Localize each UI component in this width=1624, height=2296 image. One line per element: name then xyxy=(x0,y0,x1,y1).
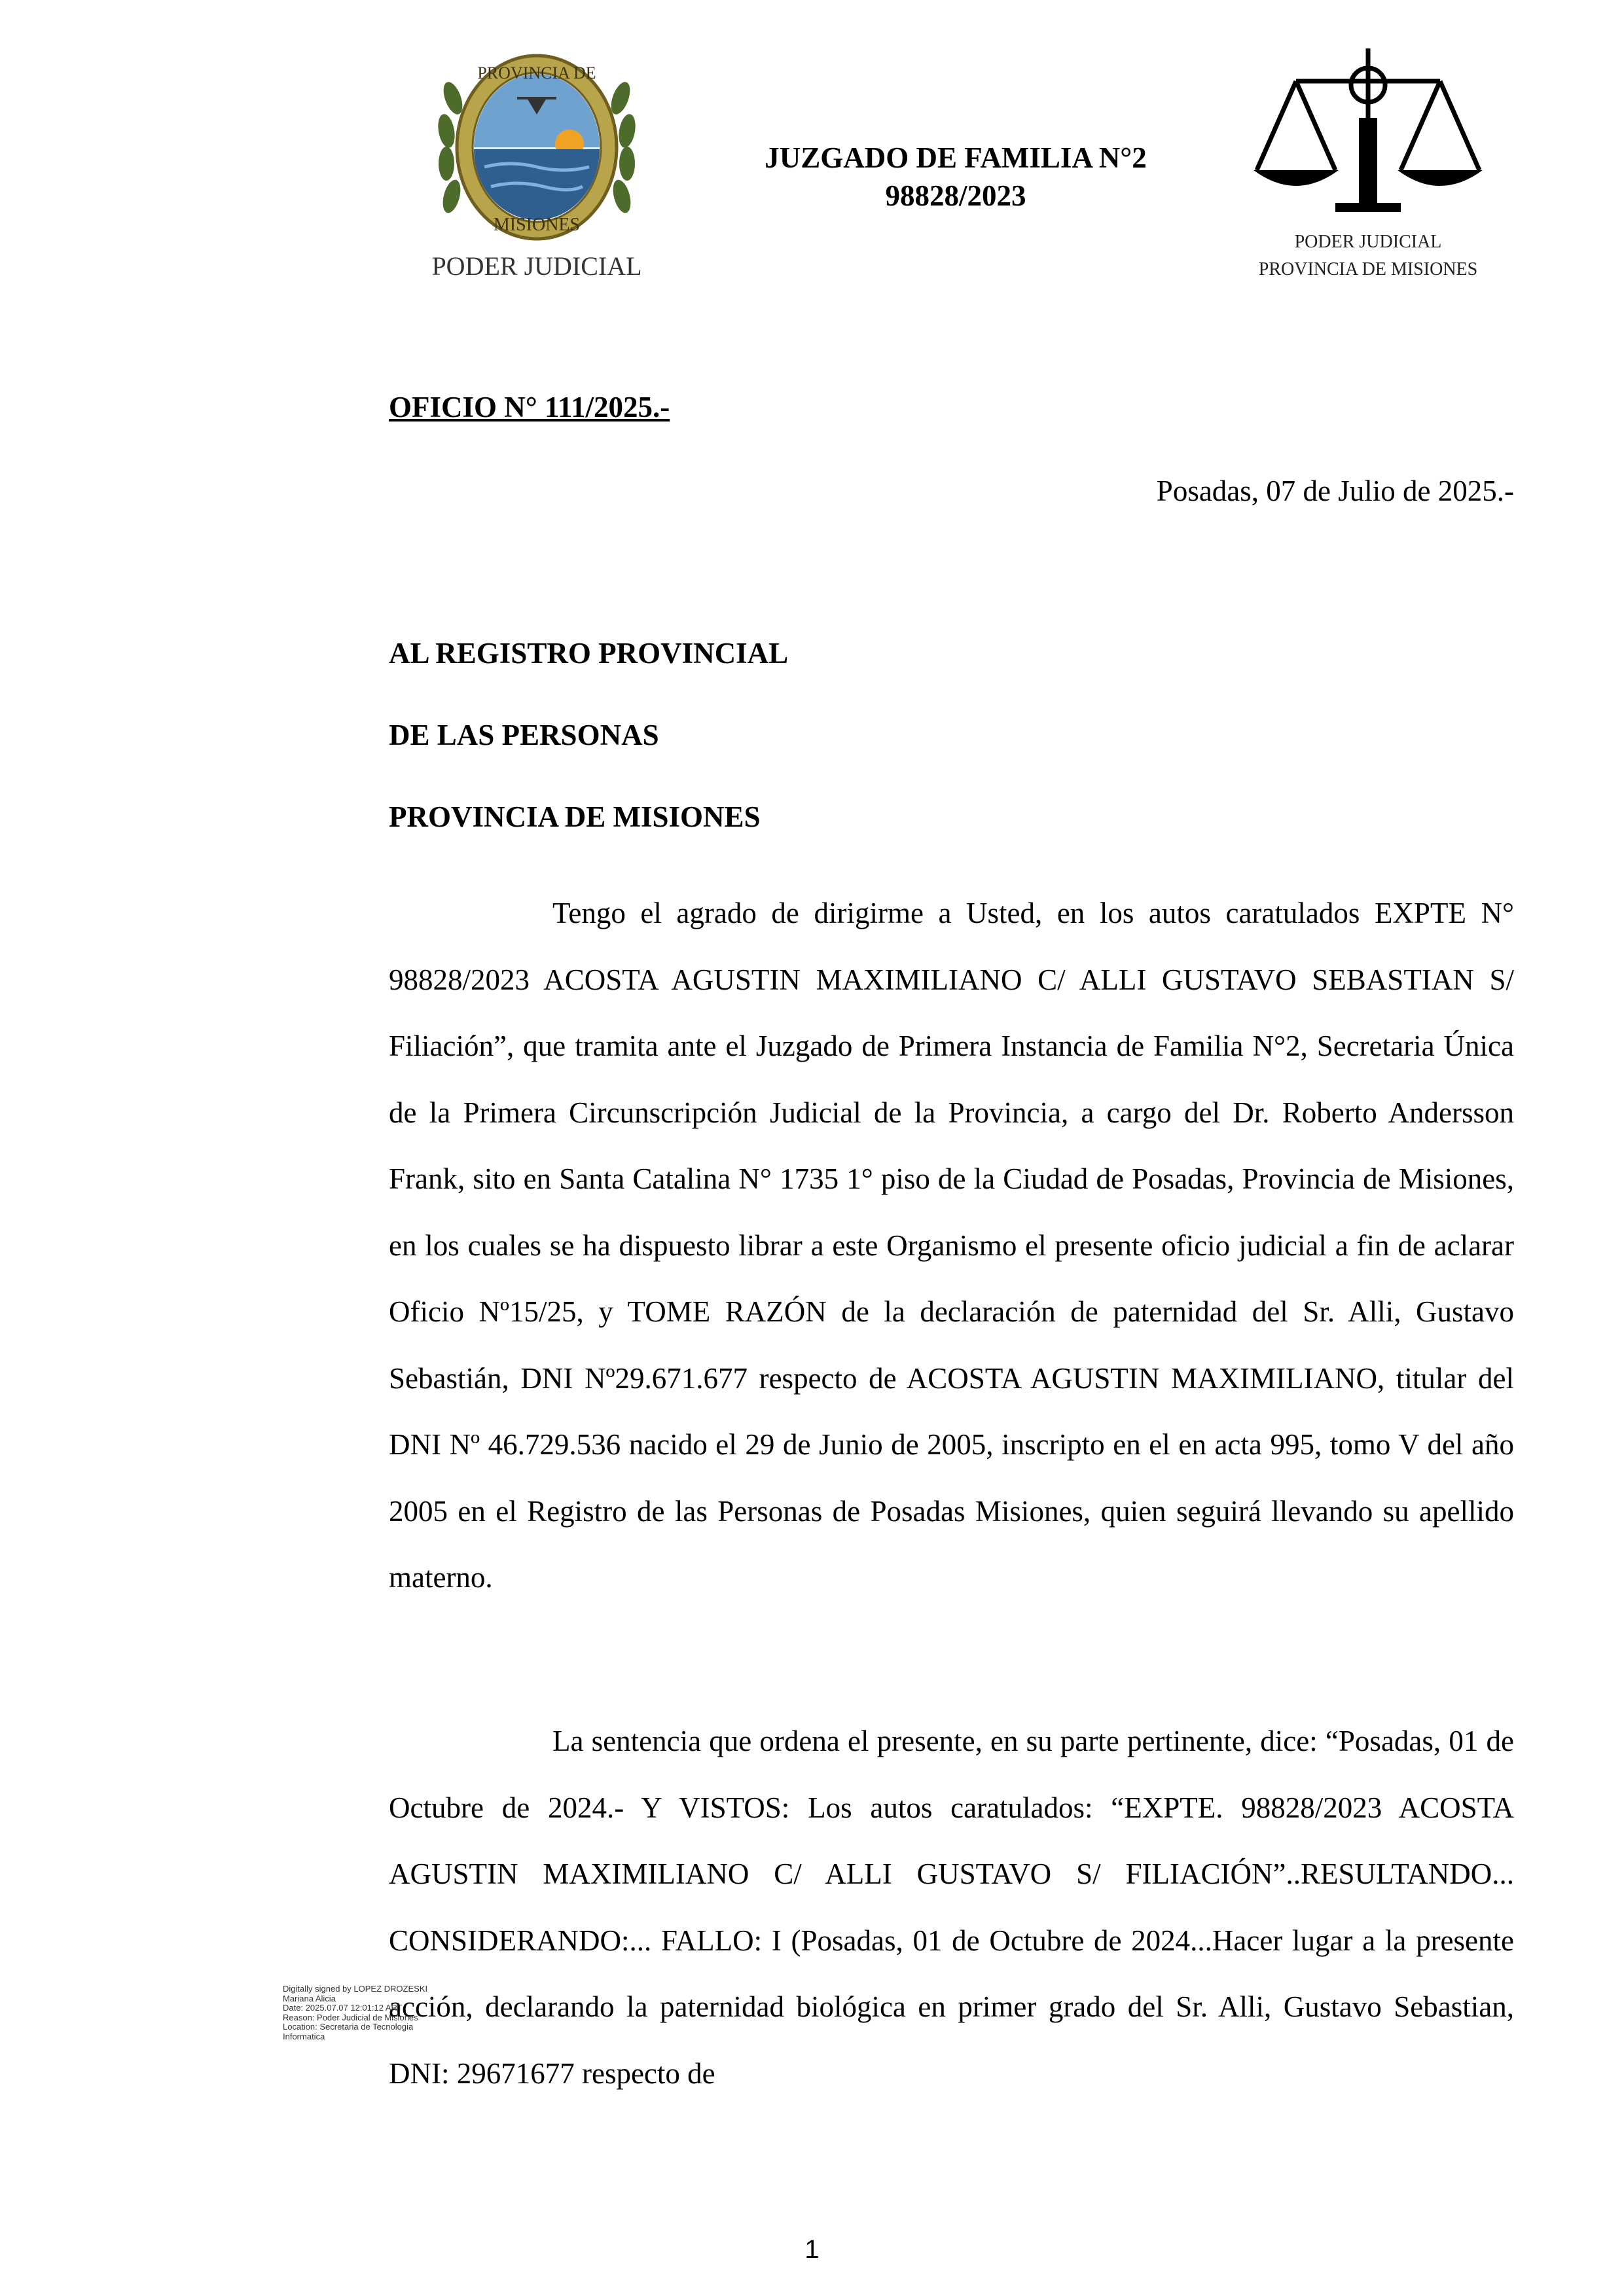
svg-text:PROVINCIA DE: PROVINCIA DE xyxy=(477,63,596,82)
provincia-de-misiones-coat-of-arms-icon xyxy=(406,52,668,288)
left-logo-caption: PODER JUDICIAL xyxy=(431,251,642,281)
signature-line-4: Reason: Poder Judicial de Misiones xyxy=(283,2012,418,2022)
svg-text:MISIONES: MISIONES xyxy=(493,215,581,235)
signature-line-6: Informatica xyxy=(283,2031,325,2041)
case-number: 98828/2023 xyxy=(885,179,1026,212)
right-logo-caption-line1: PODER JUDICIAL xyxy=(1294,232,1442,252)
oficio-number: OFICIO N° 111/2025.- xyxy=(389,391,670,423)
date-line: Posadas, 07 de Julio de 2025.- xyxy=(1156,475,1514,507)
digital-signature xyxy=(283,1984,466,2041)
signature-line-5: Location: Secretaria de Tecnologia xyxy=(283,2022,414,2032)
signature-line-2: Mariana Alicia xyxy=(283,1993,336,2003)
recipient-block xyxy=(389,634,788,879)
court-header xyxy=(681,139,1231,215)
body-paragraph-2: La sentencia que ordena el presente, en su parte pertinente, dice: “Posadas, 01 de Octubre de 2024.- Y VISTOS: Los autos caratulados: “EXPTE. 98828/2023 ACOSTA AGUSTIN MAXIMILIANO C/ ALLI GUSTAVO S/ FILIACIÓN”..RESULTANDO... CONSIDERANDO:... FALLO: I (Posadas, 01 de Octubre de 2024...Hacer lugar a la presente acción, declarando la paternidad biológica en primer grado del Sr. Alli, Gustavo Sebastian, DNI: 29671677 respecto de xyxy=(389,1725,1514,2090)
signature-line-1: Digitally signed by LOPEZ DROZESKI xyxy=(283,1984,428,1994)
court-name: JUZGADO DE FAMILIA N°2 xyxy=(765,141,1147,174)
recipient-line-2: DE LAS PERSONAS xyxy=(389,719,659,751)
right-logo-caption-line2: PROVINCIA DE MISIONES xyxy=(1258,259,1478,279)
page-number: 1 xyxy=(804,2235,820,2264)
recipient-line-3: PROVINCIA DE MISIONES xyxy=(389,800,761,833)
body-paragraph-1: Tengo el agrado de dirigirme a Usted, en los autos caratulados EXPTE N° 98828/2023 ACOSTA AGUSTIN MAXIMILIANO C/ ALLI GUSTAVO SEBASTIAN S/ Filiación”, que tramita ante el Juzgado de Primera Instancia de Familia N°2, Secretaria Única de la Primera Circunscripción Judicial de la Provincia, a cargo del Dr. Roberto Andersson Frank, sito en Santa Catalina N° 1735 1° piso de la Ciudad de Posadas, Provincia de Misiones, en los cuales se ha dispuesto librar a este Organismo el presente oficio judicial a fin de aclarar Oficio Nº15/25, y TOME RAZÓN de la declaración de paternidad del Sr. Alli, Gustavo Sebastián, DNI Nº29.671.677 respecto de ACOSTA AGUSTIN MAXIMILIANO, titular del DNI Nº 46.729.536 nacido el 29 de Junio de 2005, inscripto en el en acta 995, tomo V del año 2005 en el Registro de las Personas de Posadas Misiones, quien seguirá llevando su apellido materno. xyxy=(389,897,1514,1594)
signature-line-3: Date: 2025.07.07 12:01:12 ART xyxy=(283,2003,403,2013)
scales-of-justice-icon xyxy=(1231,39,1506,288)
recipient-line-1: AL REGISTRO PROVINCIAL xyxy=(389,637,789,670)
